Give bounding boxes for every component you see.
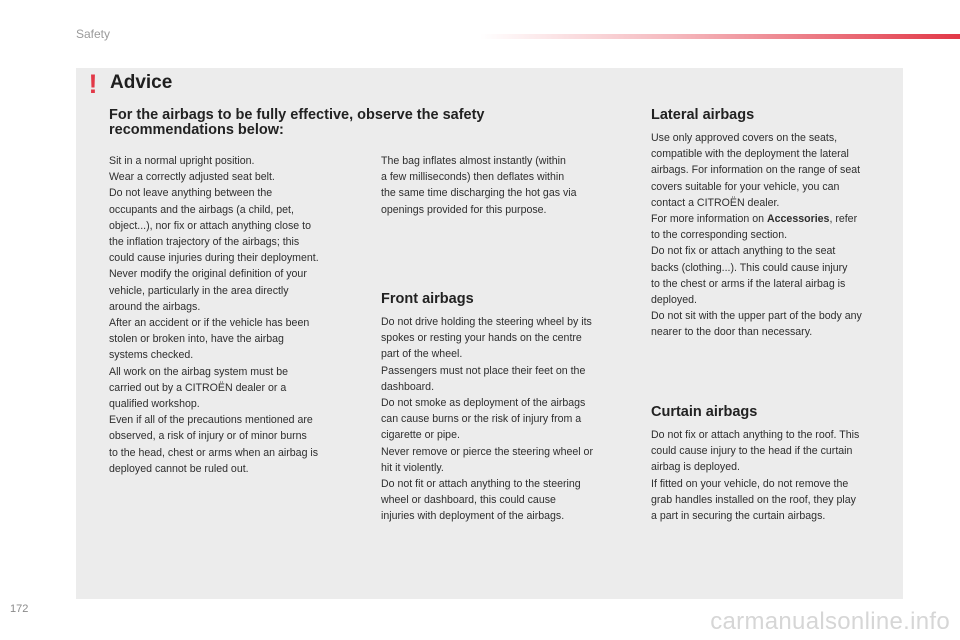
- text-line: a part in securing the curtain airbags.: [651, 510, 826, 523]
- recommendations-heading: [109, 108, 579, 138]
- header-accent-line: [480, 34, 960, 39]
- text-line: deployed.: [651, 294, 697, 307]
- section-title: Safety: [76, 27, 111, 41]
- accessories-reference: Accessories: [767, 213, 830, 226]
- text-line: Use only approved covers on the seats,: [651, 132, 838, 144]
- text-line: If fitted on your vehicle, do not remove the: [651, 477, 849, 490]
- text-line: qualified workshop.: [109, 398, 200, 411]
- text-line: covers suitable for your vehicle, you can: [651, 180, 840, 193]
- text-line: airbags. For information on the range of seat: [651, 164, 861, 177]
- text-line: systems checked.: [109, 349, 194, 362]
- general-advice-text: [109, 153, 364, 477]
- text-line: around the airbags.: [109, 300, 201, 313]
- text-line: carried out by a CITROËN dealer or a: [109, 381, 287, 394]
- text-line: Never modify the original definition of your: [109, 268, 307, 281]
- text-line: Do not leave anything between the: [109, 187, 273, 200]
- page-number: 172: [10, 603, 29, 615]
- text-line: injuries with deployment of the airbags.: [381, 510, 565, 523]
- text-line: could cause injury to the head if the curtain: [651, 445, 853, 458]
- text-line: a few milliseconds) then deflates within: [381, 171, 565, 184]
- warning-exclamation-icon: !: [88, 69, 98, 99]
- text-line: object...), nor fix or attach anything close to: [109, 219, 311, 232]
- inflation-text: [381, 153, 636, 218]
- text-line: Do not fit or attach anything to the steering: [381, 478, 581, 491]
- text-line: backs (clothing...). This could cause injury: [651, 261, 848, 274]
- text-line: can cause burns or the risk of injury from a: [381, 413, 582, 426]
- text-line: airbag is deployed.: [651, 461, 740, 474]
- text-line: deployed cannot be ruled out.: [109, 462, 249, 475]
- text-line: compatible with the deployment the lateral: [651, 148, 849, 161]
- curtain-airbags-heading: Curtain airbags: [651, 404, 758, 420]
- text-line: to the corresponding section.: [651, 229, 788, 242]
- text-line: Sit in a normal upright position.: [109, 155, 255, 167]
- text-line: Never remove or pierce the steering wheel or: [381, 445, 593, 458]
- text-fragment: , refer: [829, 213, 858, 226]
- text-line: vehicle, particularly in the area directly: [109, 284, 289, 297]
- lateral-airbags-text: [651, 130, 901, 341]
- text-line: could cause injuries during their deployment.: [109, 252, 319, 265]
- text-line: After an accident or if the vehicle has been: [109, 317, 310, 330]
- text-line: Even if all of the precautions mentioned are: [109, 414, 313, 427]
- text-line: hit it violently.: [381, 461, 444, 474]
- text-line: Do not smoke as deployment of the airbags: [381, 397, 586, 410]
- text-line: wheel or dashboard, this could cause: [381, 494, 556, 507]
- front-airbags-heading: Front airbags: [381, 291, 474, 307]
- curtain-airbags-text: [651, 427, 901, 524]
- text-line: Do not sit with the upper part of the body any: [651, 310, 862, 323]
- lateral-airbags-heading: Lateral airbags: [651, 107, 755, 123]
- watermark: carmanualsonline.info: [710, 608, 950, 635]
- text-line: openings provided for this purpose.: [381, 203, 547, 216]
- text-fragment: For more information on: [651, 213, 767, 226]
- text-line: Do not drive holding the steering wheel by its: [381, 316, 592, 328]
- text-line: spokes or resting your hands on the centre: [381, 332, 582, 345]
- text-line: nearer to the door than necessary.: [651, 326, 813, 339]
- text-line: All work on the airbag system must be: [109, 365, 288, 378]
- text-line: Passengers must not place their feet on the: [381, 364, 586, 377]
- text-line: occupants and the airbags (a child, pet,: [109, 203, 294, 216]
- text-line: to the head, chest or arms when an airbag is: [109, 446, 319, 459]
- text-line: the inflation trajectory of the airbags; this: [109, 236, 300, 249]
- heading-line: For the airbags to be fully effective, observe the safety: [109, 107, 485, 123]
- text-line: to the chest or arms if the lateral airbag is: [651, 277, 846, 290]
- text-line: [651, 211, 901, 227]
- text-line: dashboard.: [381, 380, 435, 393]
- text-line: the same time discharging the hot gas via: [381, 187, 577, 200]
- text-line: The bag inflates almost instantly (within: [381, 155, 566, 167]
- advice-title: Advice: [110, 72, 173, 93]
- text-line: grab handles installed on the roof, they play: [651, 493, 856, 506]
- text-line: Do not fix or attach anything to the roof. This: [651, 429, 860, 441]
- text-line: Do not fix or attach anything to the seat: [651, 245, 836, 258]
- text-line: observed, a risk of injury or of minor burns: [109, 430, 307, 443]
- text-line: contact a CITROËN dealer.: [651, 196, 780, 209]
- text-line: part of the wheel.: [381, 348, 463, 361]
- text-line: stolen or broken into, have the airbag: [109, 333, 284, 346]
- heading-line: recommendations below:: [109, 122, 284, 138]
- front-airbags-text: [381, 314, 641, 525]
- text-line: cigarette or pipe.: [381, 429, 460, 442]
- text-line: Wear a correctly adjusted seat belt.: [109, 171, 275, 184]
